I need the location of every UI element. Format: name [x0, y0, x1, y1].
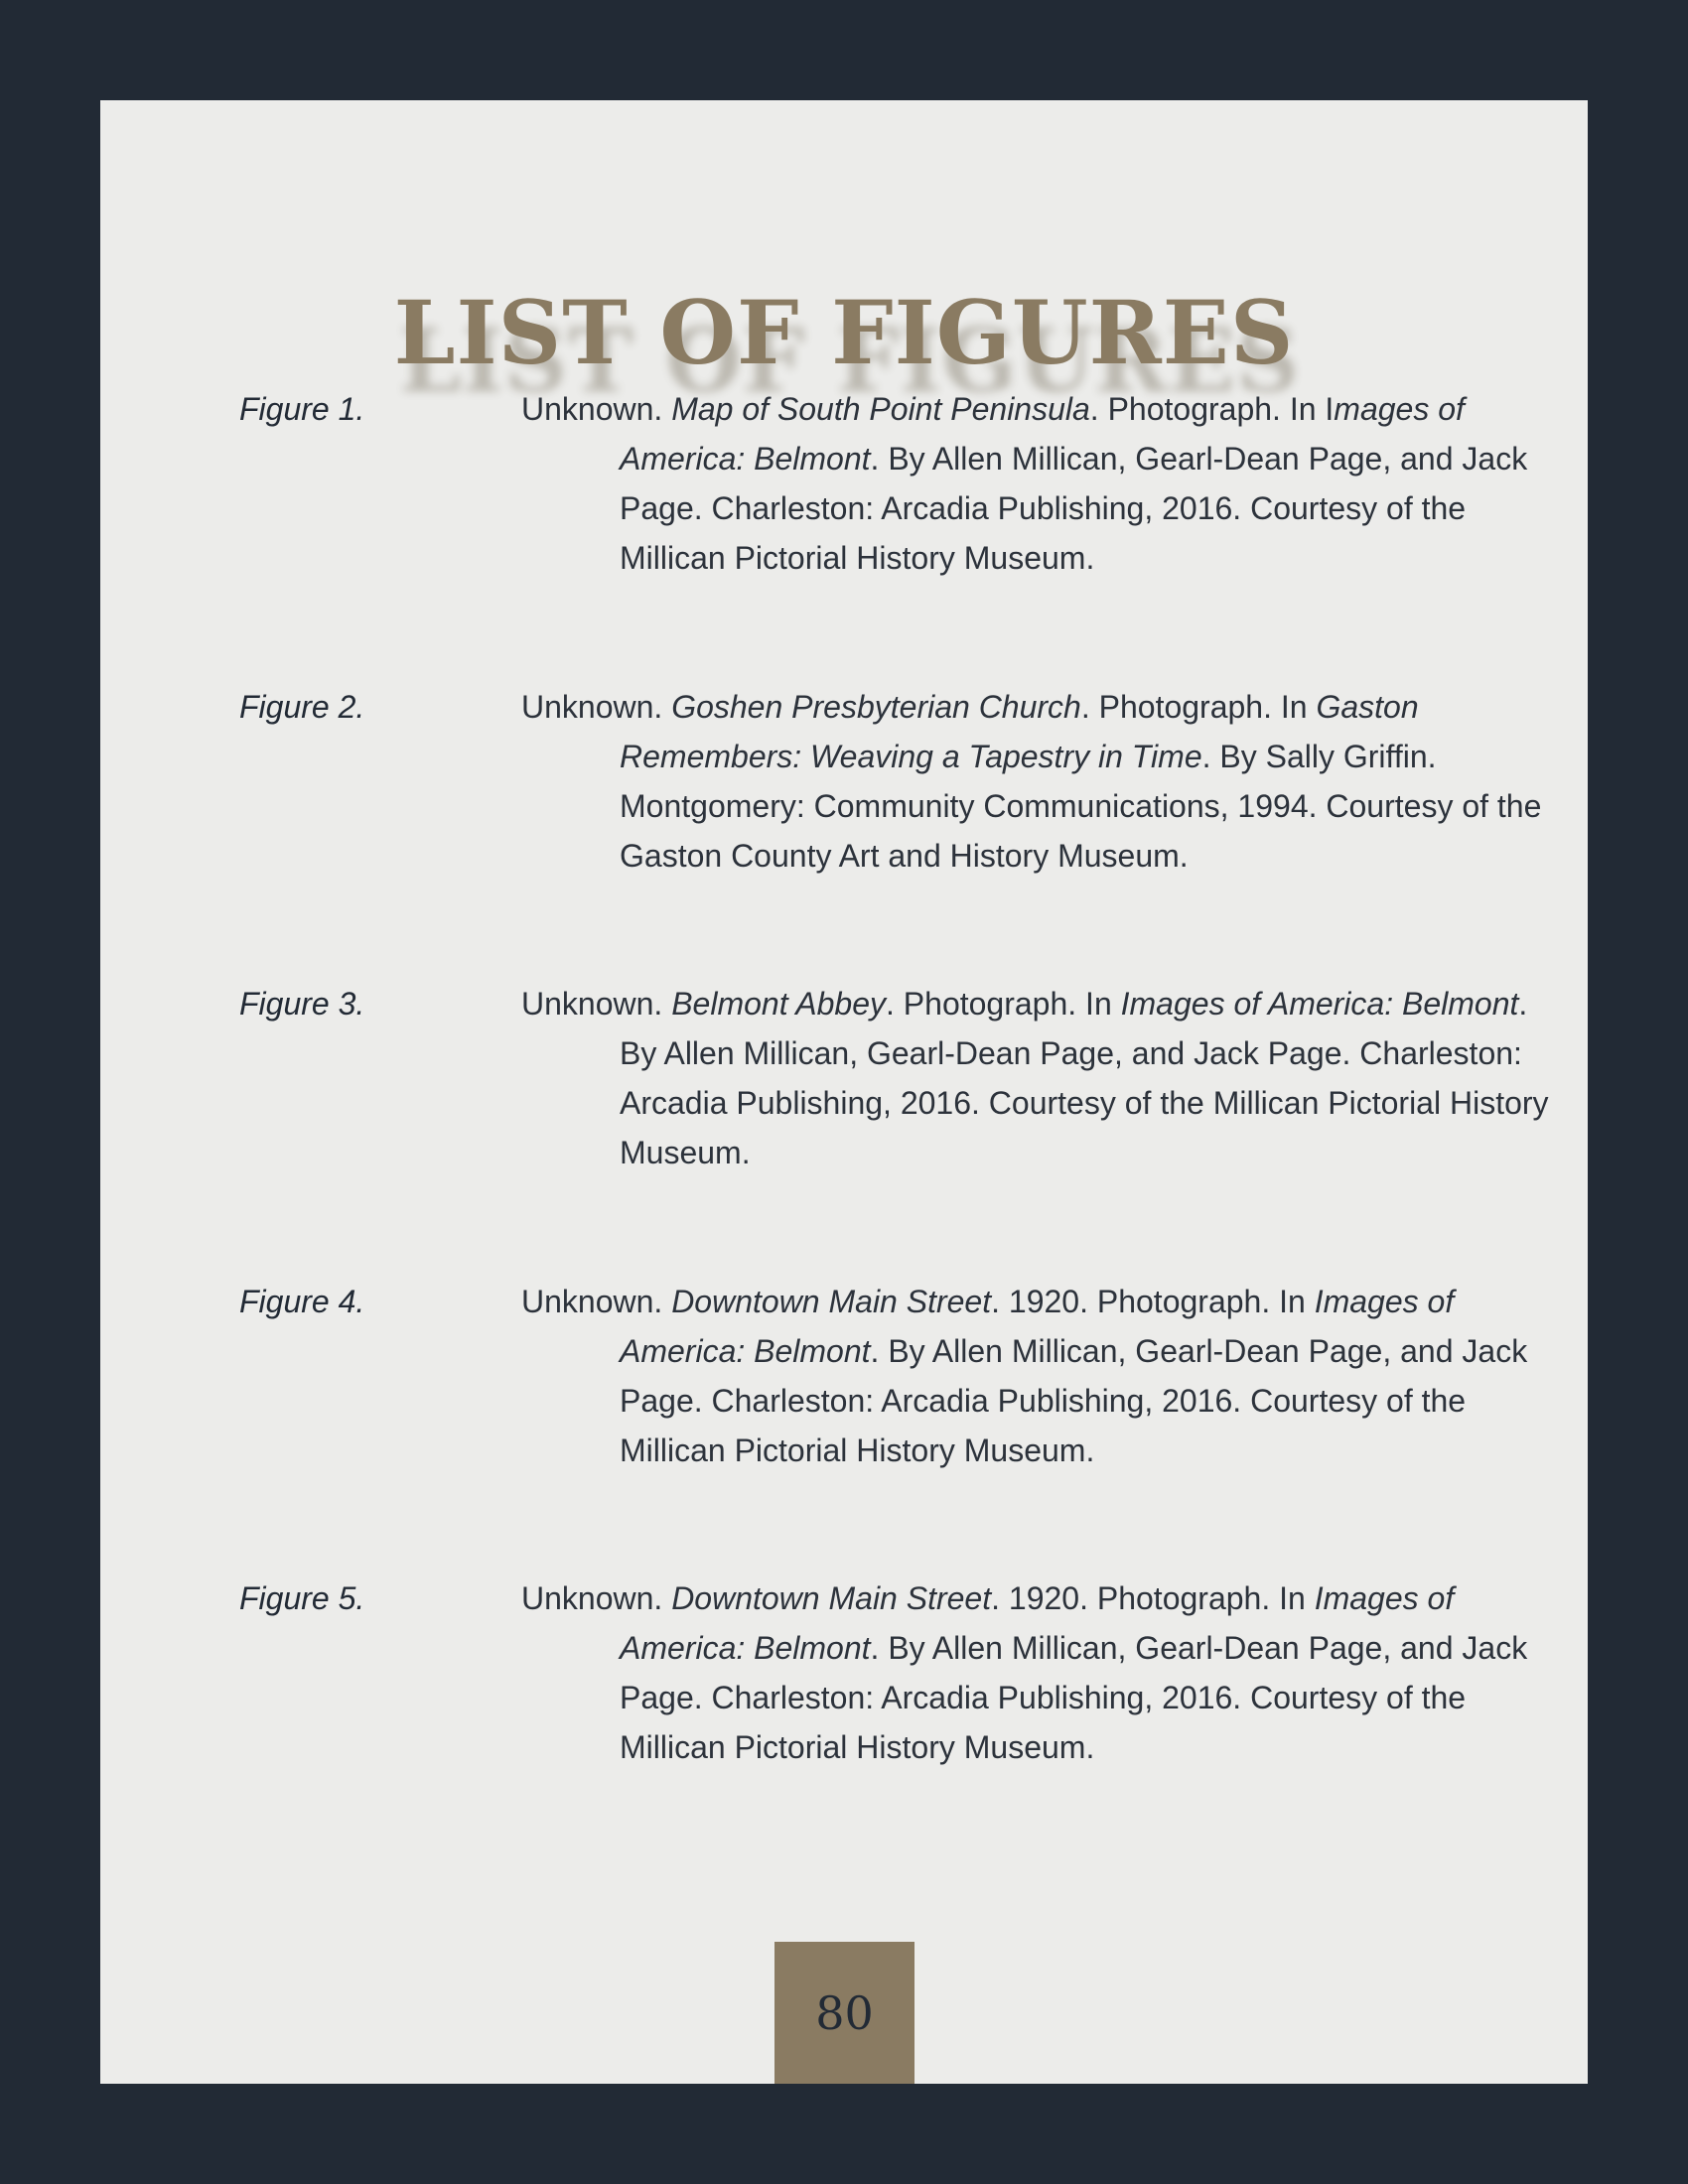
citation-author: Unknown.	[521, 1580, 672, 1616]
figure-label: Figure 3.	[239, 986, 365, 1022]
page-number: 80	[815, 1985, 874, 2040]
page-title: LIST OF FIGURES	[393, 281, 1295, 384]
citation-work-title: Downtown Main Street	[671, 1284, 992, 1319]
citation-source-title: Gaston Remembers: Weaving a Tapestry in Time	[620, 689, 1419, 774]
citation-details: . Photograph. In	[1080, 689, 1317, 725]
figure-citation	[521, 682, 1553, 881]
figure-citation	[521, 384, 1553, 583]
citation-publication: . By Allen Millican, Gearl-Dean Page, and Jack Page. Charleston: Arcadia Publishing, 2016. Courtesy of the Millican Pictorial History Museum.	[620, 1630, 1528, 1765]
citation-source-title: mages of America: Belmont	[620, 391, 1465, 477]
figure-label: Figure 5.	[239, 1580, 365, 1616]
page-number-box	[774, 1942, 914, 2084]
citation-author: Unknown.	[521, 986, 672, 1022]
citation-work-title: Downtown Main Street	[671, 1580, 992, 1616]
citation-source-title: Images of America: Belmont	[620, 1580, 1455, 1666]
citation-publication: . By Allen Millican, Gearl-Dean Page, and Jack Page. Charleston: Arcadia Publishing, 2016. Courtesy of the Millican Pictorial History Museum.	[620, 441, 1528, 576]
citation-source-title: Images of America: Belmont	[620, 1284, 1455, 1369]
figure-citation	[521, 1573, 1553, 1772]
citation-publication: . By Allen Millican, Gearl-Dean Page, and Jack Page. Charleston: Arcadia Publishing, 2016. Courtesy of the Millican Pictorial History Museum.	[620, 1333, 1528, 1468]
figure-citation	[521, 979, 1553, 1177]
figure-citation	[521, 1277, 1553, 1475]
citation-author: Unknown.	[521, 689, 672, 725]
citation-work-title: Map of South Point Peninsula	[671, 391, 1090, 427]
figure-label: Figure 1.	[239, 391, 365, 427]
citation-author: Unknown.	[521, 1284, 672, 1319]
citation-author: Unknown.	[521, 391, 672, 427]
citation-publication: . By Sally Griffin. Montgomery: Community Communications, 1994. Courtesy of the Gaston County Art and History Museum.	[620, 739, 1542, 874]
citation-source-title: Images of America: Belmont	[1120, 986, 1519, 1022]
citation-work-title: Belmont Abbey	[671, 986, 887, 1022]
document-page	[100, 100, 1588, 2084]
citation-publication: . By Allen Millican, Gearl-Dean Page, and Jack Page. Charleston: Arcadia Publishing, 2016. Courtesy of the Millican Pictorial History Museum.	[620, 986, 1549, 1170]
citation-details: . 1920. Photograph. In	[991, 1580, 1315, 1616]
citation-details: . Photograph. In	[886, 986, 1121, 1022]
citation-details: . 1920. Photograph. In	[991, 1284, 1315, 1319]
citation-details: . Photograph. In I	[1089, 391, 1335, 427]
figure-label: Figure 2.	[239, 689, 365, 725]
figure-label: Figure 4.	[239, 1284, 365, 1319]
citation-work-title: Goshen Presbyterian Church	[671, 689, 1081, 725]
